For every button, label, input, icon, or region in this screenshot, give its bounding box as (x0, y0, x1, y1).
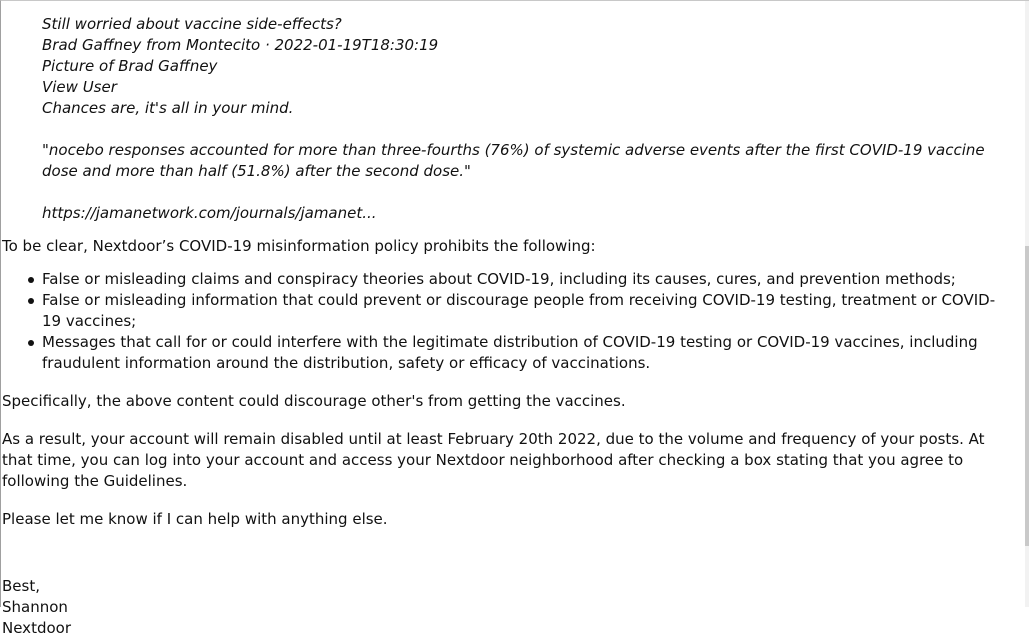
quoted-post-lead: Chances are, it's all in your mind. (42, 99, 294, 117)
email-content (2, 14, 1002, 639)
signature-company: Nextdoor (2, 619, 71, 637)
policy-item: Messages that call for or could interfere with the legitimate distribution of COVID-19 testing or COVID-19 vaccines, including fraudulent information around the distribution, safety or efficacy of vaccinations. (42, 332, 1002, 374)
author-picture-alt: Picture of Brad Gaffney (42, 57, 218, 75)
policy-list (2, 269, 1002, 374)
quoted-post (42, 14, 1002, 224)
view-user-link[interactable]: View User (42, 78, 117, 96)
policy-item: False or misleading claims and conspiracy theories about COVID-19, including its causes, cures, and prevention methods; (42, 269, 1002, 290)
quoted-post-byline: Brad Gaffney from Montecito · 2022-01-19T18:30:19 (42, 36, 439, 54)
policy-intro: To be clear, Nextdoor’s COVID-19 misinformation policy prohibits the following: (2, 237, 596, 255)
policy-item: False or misleading information that could prevent or discourage people from receiving COVID-19 testing, treatment or COVID-19 vaccines; (42, 290, 1002, 332)
quoted-post-title: Still worried about vaccine side-effects? (42, 15, 342, 33)
signature-closing: Best, (2, 577, 40, 595)
specifically-paragraph: Specifically, the above content could discourage other's from getting the vaccines. (2, 392, 626, 410)
scrollbar-thumb[interactable] (1025, 246, 1029, 546)
vertical-scrollbar[interactable] (1025, 1, 1029, 607)
result-paragraph: As a result, your account will remain disabled until at least February 20th 2022, due to the volume and frequency of your posts. At that time, you can log into your account and access your Nextdoor neighborhood after checking a box stating that you agree to following the Guidelines. (2, 430, 985, 490)
quoted-post-quote: "nocebo responses accounted for more than three-fourths (76%) of systemic adverse events after the first COVID-19 vaccine dose and more than half (51.8%) after the second dose." (42, 141, 985, 180)
quoted-post-link[interactable]: https://jamanetwork.com/journals/jamanet... (42, 204, 377, 222)
signature-name: Shannon (2, 598, 68, 616)
help-paragraph: Please let me know if I can help with anything else. (2, 510, 388, 528)
